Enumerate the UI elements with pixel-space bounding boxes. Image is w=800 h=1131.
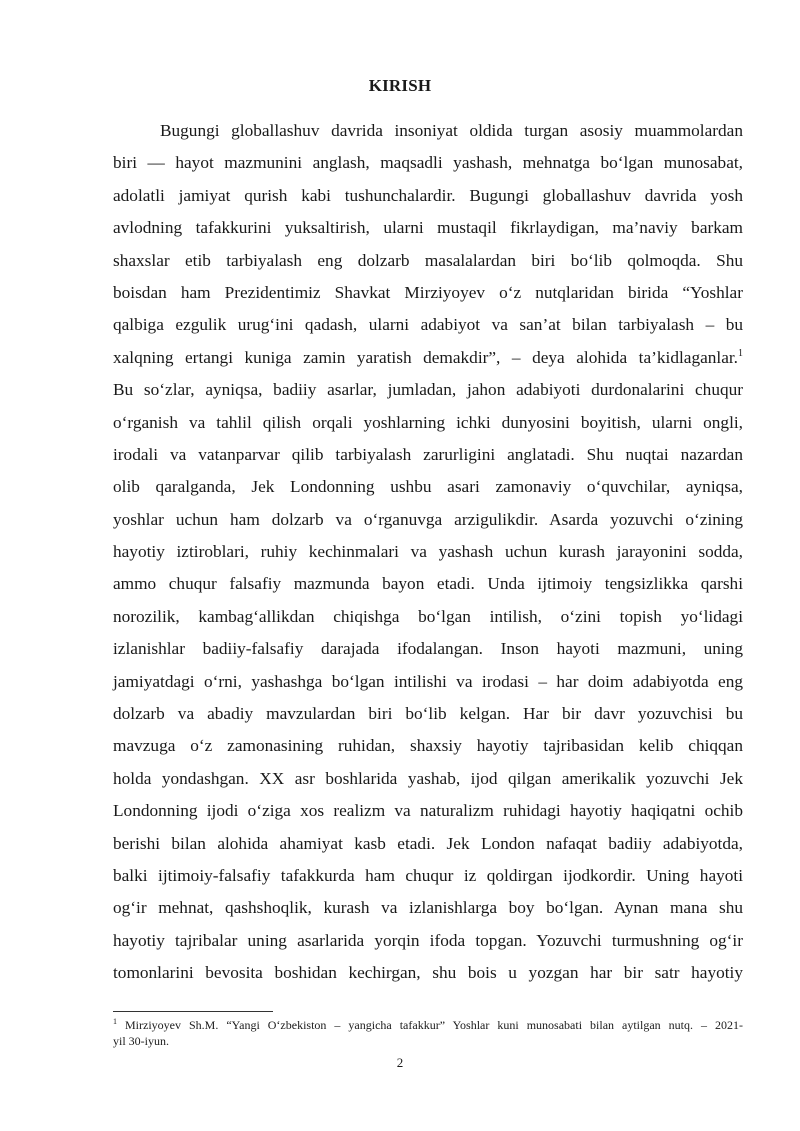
text-line: avlodning tafakkurini yuksaltirish, ularni mustaqil fikrlaydigan, ma’naviy barkam [113,218,743,238]
text-line: holda yondashgan. XX asr boshlarida yashab, ijod qilgan amerikalik yozuvchi Jek [113,768,743,788]
text-line: hayotiy tajribalar uning asarlarida yorqin ifoda topgan. Yozuvchi turmushning og‘ir [113,930,743,950]
text-line: hayotiy iztiroblari, ruhiy kechinmalari va yashash uchun kurash jarayonini sodda, [113,542,743,562]
body-text [113,115,743,990]
text-line: xalqning ertangi kuniga zamin yaratish demakdir”, – deya alohida ta’kidlaganlar. [113,347,738,367]
text-line: Bugungi globallashuv davrida insoniyat oldida turgan asosiy muammolardan [160,121,743,140]
footnote-separator [113,1011,273,1012]
text-line: Bu so‘zlar, ayniqsa, badiiy asarlar, jumladan, jahon adabiyoti durdonalarini chuqur [113,380,743,400]
section-heading: KIRISH [368,76,432,95]
text-line: irodali va vatanparvar qilib tarbiyalash zarurligini anglatadi. Shu nuqtai nazardan [113,444,743,464]
text-line: o‘rganish va tahlil qilish orqali yoshlarning ichki dunyosini boyitish, ularni ongli, [113,412,743,432]
text-line: olib qaralganda, Jek Londonning ushbu asari zamonaviy o‘quvchilar, ayniqsa, [113,477,743,497]
text-line-with-footnote [113,342,743,374]
footnote-text: Mirziyoyev Sh.M. “Yangi O‘zbekiston – yangicha tafakkur” Yoshlar kuni munosabati bilan aytilgan nutq. – 2021- [117,1018,743,1032]
text-line: balki ijtimoiy-falsafiy tafakkurda ham chuqur iz qoldirgan ijodkordir. Uning hayoti [113,865,743,885]
text-line: norozilik, kambag‘allikdan chiqishga bo‘lgan intilish, o‘zini topish yo‘lidagi [113,606,743,626]
page-number: 2 [396,1055,404,1070]
text-line: dolzarb va abadiy mavzulardan biri bo‘lib kelgan. Har bir davr yozuvchisi bu [113,704,743,724]
footnote-reference[interactable]: 1 [738,347,743,359]
text-line: biri — hayot mazmunini anglash, maqsadli yashash, mehnatga bo‘lgan munosabat, [113,153,743,173]
text-line: qalbiga ezgulik urug‘ini qadash, ularni adabiyot va san’at bilan tarbiyalash – bu [113,315,743,335]
footnote-marker: 1 [113,1017,117,1026]
text-line: ammo chuqur falsafiy mazmunda bayon etadi. Unda ijtimoiy tengsizlikka qarshi [113,574,743,594]
footnote-line [113,1017,743,1033]
text-line: mavzuga o‘z zamonasining ruhidan, shaxsiy hayotiy tajribasidan kelib chiqqan [113,736,743,756]
text-line: jamiyatdagi o‘rni, yashashga bo‘lgan intilishi va irodasi – har doim adabiyotda eng [113,671,743,691]
text-line: Londonning ijodi o‘ziga xos realizm va naturalizm ruhidagi hayotiy haqiqatni ochib [113,801,743,821]
text-line: boisdan ham Prezidentimiz Shavkat Mirziyoyev o‘z nutqlaridan birida “Yoshlar [113,282,743,302]
text-line: yoshlar uchun ham dolzarb va o‘rganuvga arzigulikdir. Asarda yozuvchi o‘zining [113,509,743,529]
text-line: adolatli jamiyat qurish kabi tushunchalardir. Bugungi globallashuv davrida yosh [113,185,743,205]
footnote [113,1017,743,1049]
text-line: shaxslar etib tarbiyalash eng dolzarb masalalardan biri bo‘lib qolmoqda. Shu [113,250,743,270]
text-line: izlanishlar badiiy-falsafiy darajada ifodalangan. Inson hayoti mazmuni, uning [113,639,743,659]
text-line: tomonlarini bevosita boshidan kechirgan, shu bois u yozgan har bir satr hayotiy [113,963,743,983]
text-line: berishi bilan alohida ahamiyat kasb etadi. Jek London nafaqat badiiy adabiyotda, [113,833,743,853]
text-line: og‘ir mehnat, qashshoqlik, kurash va izlanishlarga boy bo‘lgan. Aynan mana shu [113,898,743,918]
footnote-line: yil 30-iyun. [113,1034,169,1048]
